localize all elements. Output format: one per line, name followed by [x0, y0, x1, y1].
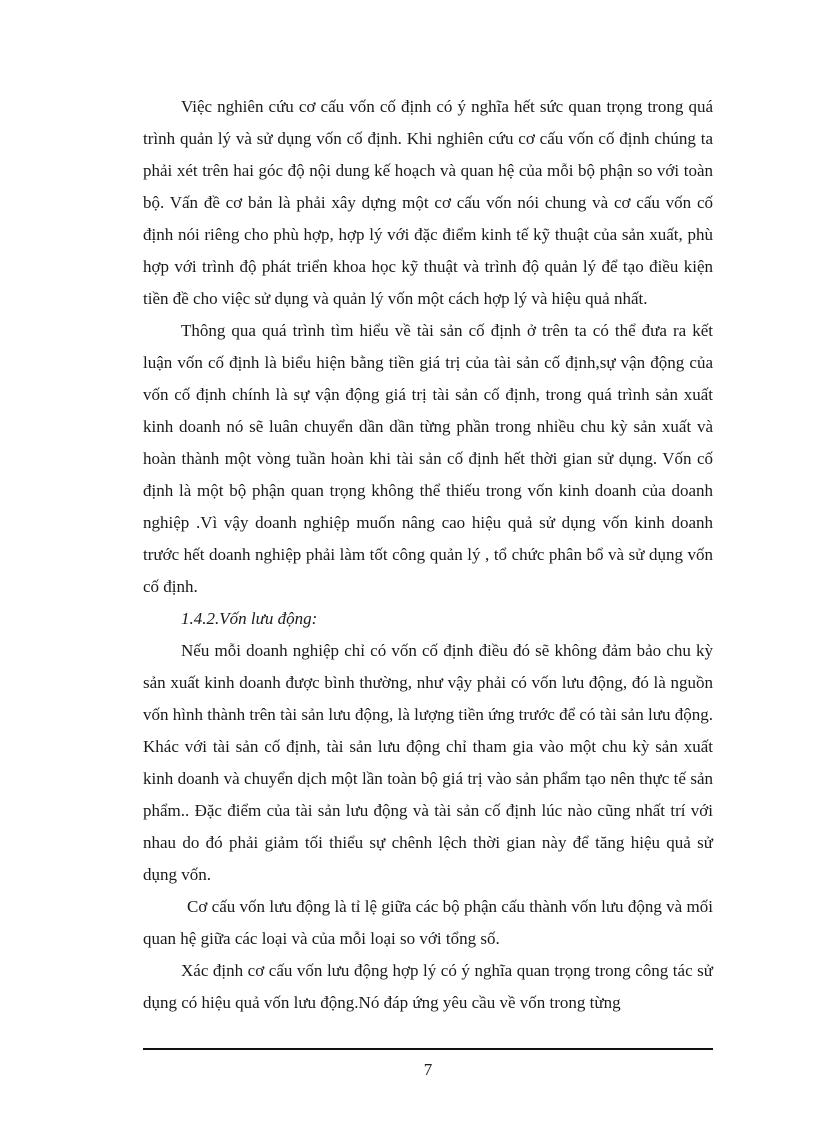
- paragraph-fixed-capital-conclusion: Thông qua quá trình tìm hiểu về tài sản cố định ở trên ta có thể đưa ra kết luận vốn cố định là biểu hiện bằng tiền giá trị của tài sản cố định,sự vận động của vốn cố định chính là sự vận động giá trị tài sản cố định, trong quá trình sản xuất kinh doanh nó sẽ luân chuyển dần dần từng phần trong nhiều chu kỳ sản xuất và hoàn thành một vòng tuần hoàn khi tài sản cố định hết thời gian sử dụng. Vốn cố định là một bộ phận quan trọng không thể thiếu trong vốn kinh doanh của doanh nghiệp .Vì vậy doanh nghiệp muốn nâng cao hiệu quả sử dụng vốn kinh doanh trước hết doanh nghiệp phải làm tốt công quản lý , tổ chức phân bổ và sử dụng vốn cố định.: [143, 321, 713, 596]
- page-number: 7: [423, 1060, 433, 1079]
- paragraph-working-capital-importance: Xác định cơ cấu vốn lưu động hợp lý có ý nghĩa quan trọng trong công tác sử dụng có hiệu quả vốn lưu động.Nó đáp ứng yêu cầu về vốn trong từng: [143, 961, 713, 1012]
- section-heading-working-capital: 1.4.2.Vốn lưu động:: [181, 609, 318, 628]
- paragraph-fixed-capital-structure: Việc nghiên cứu cơ cấu vốn cố định có ý nghĩa hết sức quan trọng trong quá trình quản lý và sử dụng vốn cố định. Khi nghiên cứu cơ cấu vốn cố định chúng ta phải xét trên hai góc độ nội dung kế hoạch và quan hệ của mỗi bộ phận so với toàn bộ. Vấn đề cơ bản là phải xây dựng một cơ cấu vốn nói chung và cơ cấu vốn cố định nói riêng cho phù hợp, hợp lý với đặc điểm kinh tế kỹ thuật của sản xuất, phù hợp với trình độ phát triển khoa học kỹ thuật và trình độ quản lý để tạo điều kiện tiền đề cho việc sử dụng và quản lý vốn một cách hợp lý và hiệu quả nhất.: [143, 97, 713, 308]
- footer-divider: [143, 1048, 713, 1050]
- paragraph-working-capital-structure: Cơ cấu vốn lưu động là tỉ lệ giữa các bộ phận cấu thành vốn lưu động và mối quan hệ giữa các loại và của mỗi loại so với tổng số.: [143, 897, 713, 948]
- paragraph-working-capital-definition: Nếu mỗi doanh nghiệp chỉ có vốn cố định điều đó sẽ không đảm bảo chu kỳ sản xuất kinh doanh được bình thường, như vậy phải có vốn lưu động, đó là nguồn vốn hình thành trên tài sản lưu động, là lượng tiền ứng trước để có tài sản lưu động. Khác với tài sản cố định, tài sản lưu động chỉ tham gia vào một chu kỳ sản xuất kinh doanh và chuyển dịch một lần toàn bộ giá trị vào sản phẩm tạo nên thực tế sản phẩm.. Đặc điểm của tài sản lưu động và tài sản cố định lúc nào cũng nhất trí với nhau do đó phải giảm tối thiểu sự chênh lệch thời gian này để tăng hiệu quả sử dụng vốn.: [143, 641, 713, 884]
- page-body: [143, 91, 713, 1019]
